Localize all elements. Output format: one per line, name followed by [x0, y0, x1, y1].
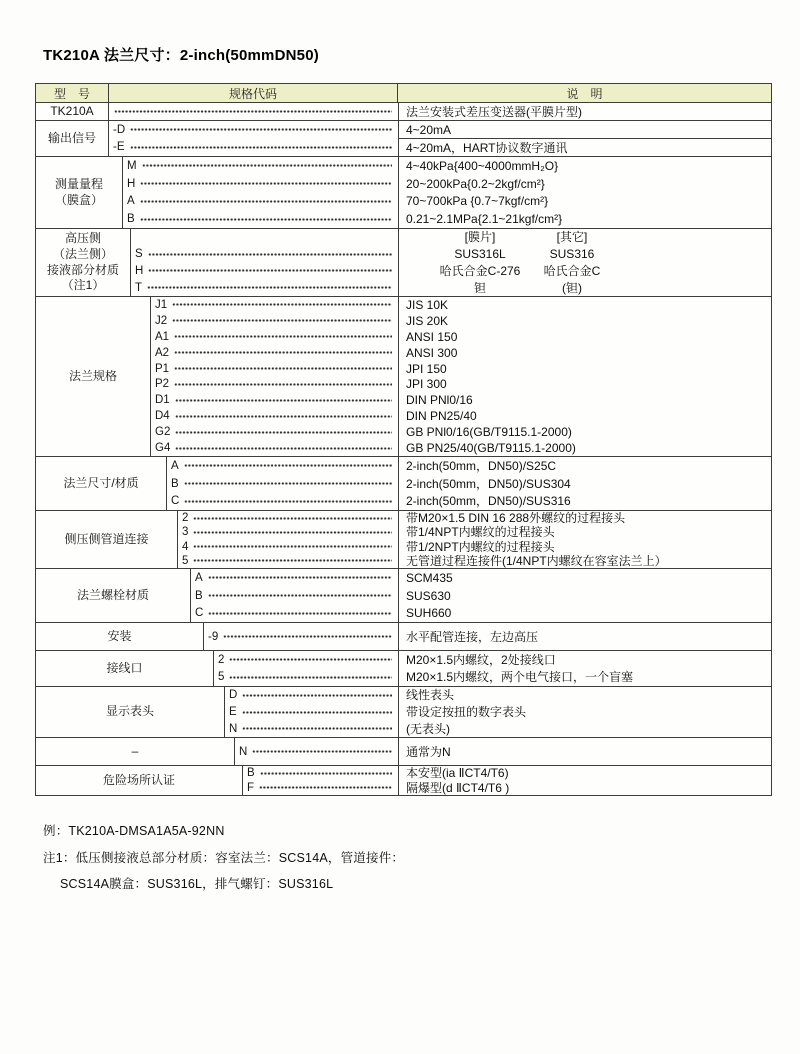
- code-row: [151, 345, 398, 361]
- section-measuring-range: [36, 156, 771, 228]
- section-label-line: 高压侧: [64, 231, 101, 246]
- code-row: [123, 157, 398, 175]
- section-label-line: 侧压侧管道连接: [64, 531, 149, 546]
- desc-row: 4~20mA，HART协议数字通讯: [399, 138, 771, 156]
- code-row: [109, 139, 398, 157]
- desc-row: 20~200kPa{0.2~2kgf/cm²}: [406, 176, 545, 191]
- code-cell: [235, 738, 398, 765]
- spec-code: A: [171, 459, 179, 472]
- desc-row: JPI 300: [406, 377, 447, 392]
- section-model: [36, 102, 771, 120]
- dot-leader: [130, 128, 392, 131]
- desc-cell: [398, 738, 771, 765]
- spec-code: P2: [155, 378, 170, 391]
- section-label-line: TK210A: [50, 103, 94, 118]
- spec-code: D: [229, 689, 238, 702]
- desc-row: 无管道过程连接件(1/4NPT内螺纹在容室法兰上）: [406, 553, 667, 568]
- code-cell: [214, 651, 398, 686]
- dot-leader: [140, 182, 392, 185]
- code-row: [167, 475, 398, 493]
- dot-leader: [174, 335, 392, 338]
- header-desc-column: 说 明: [566, 86, 603, 101]
- section-conduit-connection: [36, 650, 771, 686]
- section-label-line: 接线口: [106, 660, 143, 675]
- dot-leader: [172, 319, 392, 322]
- spec-code: -D: [113, 123, 126, 136]
- code-row: [131, 229, 398, 246]
- spec-code: 2: [182, 512, 189, 525]
- code-row: [191, 604, 398, 622]
- section-label-line: （法兰侧）: [52, 246, 113, 261]
- note1-line: 注1：低压侧接液总部分材质：容室法兰：SCS14A，管道接件：: [43, 851, 405, 865]
- desc-col-other: SUS316: [549, 247, 595, 262]
- desc-row: 带1/2NPT内螺纹的过程接头: [406, 539, 555, 554]
- dot-leader: [260, 772, 392, 775]
- desc-cell: [398, 157, 771, 228]
- dot-leader: [174, 351, 392, 354]
- code-row: [151, 329, 398, 345]
- desc-cell: [398, 229, 771, 296]
- spec-code: A: [127, 195, 135, 208]
- code-row: [151, 361, 398, 377]
- desc-row: 法兰安装式差压变送器(平膜片型): [406, 104, 582, 119]
- code-row: [151, 392, 398, 408]
- section-label: [36, 687, 225, 737]
- section-label: [36, 297, 151, 456]
- section-indicator: [36, 686, 771, 737]
- dot-leader: [175, 431, 392, 434]
- spec-code: -9: [208, 630, 219, 643]
- desc-row: 隔爆型(d ⅡCT4/T6 ): [406, 780, 510, 795]
- spec-code: C: [171, 495, 180, 508]
- desc-cell: [398, 623, 771, 650]
- desc-col-other: (钽): [562, 280, 582, 295]
- dot-leader: [193, 545, 392, 548]
- section-label: [36, 457, 167, 510]
- dot-leader: [140, 200, 392, 203]
- desc-row: [399, 279, 771, 296]
- dot-leader: [174, 367, 392, 370]
- section-label: [36, 229, 131, 296]
- section-label-line: –: [131, 743, 139, 758]
- desc-row: 水平配管连接，左边高压: [406, 629, 539, 644]
- code-row: [109, 103, 398, 120]
- desc-row: M20×1.5内螺纹，两个电气接口，一个盲塞: [406, 670, 634, 685]
- desc-cell: [398, 121, 771, 156]
- code-cell: [131, 229, 398, 296]
- dot-leader: [242, 711, 392, 714]
- desc-col-diaphragm: 哈氏合金C-276: [439, 263, 521, 278]
- desc-row: 带设定按扭的数字表头: [406, 705, 527, 719]
- note1-continued-line: SCS14A膜盒：SUS316L，排气螺钉：SUS316L: [60, 877, 334, 891]
- spec-code: N: [229, 722, 238, 735]
- code-row: [214, 651, 398, 669]
- code-row: [178, 525, 398, 539]
- code-row: [151, 440, 398, 456]
- code-row: [151, 297, 398, 313]
- spec-code: B: [195, 589, 203, 602]
- code-row: [178, 540, 398, 554]
- desc-cell: [398, 766, 771, 795]
- dot-leader: [140, 218, 392, 221]
- example-code-line: 例：TK210A-DMSA1A5A-92NN: [43, 824, 225, 838]
- header-model-column: 型 号: [36, 84, 109, 102]
- section-dash: [36, 737, 771, 765]
- desc-row: DIN PN25/40: [406, 409, 477, 424]
- desc-row: 0.21~2.1MPa{2.1~21kgf/cm²}: [406, 212, 563, 227]
- section-flange-size-material: [36, 456, 771, 510]
- dot-leader: [208, 576, 392, 579]
- section-label: [36, 103, 109, 120]
- code-row: [151, 424, 398, 440]
- dot-leader: [148, 253, 392, 256]
- spec-code: H: [127, 177, 136, 190]
- dot-leader: [184, 464, 392, 467]
- section-label-line: 显示表头: [105, 704, 154, 719]
- dot-leader: [229, 676, 392, 679]
- desc-row: GB PNl0/16(GB/T9115.1-2000): [406, 425, 572, 440]
- desc-col-diaphragm: 钽: [473, 280, 486, 295]
- code-row: [178, 511, 398, 525]
- desc-col-other: [其它]: [556, 230, 588, 245]
- section-label-line: 接液部分材质: [46, 262, 119, 277]
- desc-row: [399, 246, 771, 263]
- section-label-line: 危险场所认证: [102, 772, 175, 787]
- code-row: [204, 623, 398, 650]
- spec-code: C: [195, 607, 204, 620]
- spec-code: 5: [218, 671, 225, 684]
- section-lp-pipe-connection: [36, 510, 771, 568]
- desc-cell: [398, 297, 771, 456]
- section-hazardous-cert: [36, 765, 771, 795]
- dot-leader: [175, 399, 392, 402]
- spec-code: -E: [113, 141, 125, 154]
- desc-row: 70~700kPa {0.7~7kgf/cm²}: [406, 194, 549, 209]
- code-row: [151, 377, 398, 393]
- desc-row: ANSI 150: [406, 329, 458, 344]
- spec-code: G4: [155, 442, 171, 455]
- code-row: [151, 313, 398, 329]
- desc-row: 4~20mA: [406, 122, 452, 137]
- spec-code: M: [127, 159, 137, 172]
- code-cell: [109, 103, 398, 120]
- code-row: [191, 587, 398, 605]
- spec-code: 5: [182, 554, 189, 567]
- desc-cell: [398, 103, 771, 120]
- section-flange-bolt-material: [36, 568, 771, 622]
- spec-code: G2: [155, 426, 171, 439]
- dot-leader: [193, 517, 392, 520]
- spec-code: J2: [155, 314, 168, 327]
- section-label-line: 法兰尺寸/材质: [63, 475, 139, 490]
- dot-leader: [174, 383, 392, 386]
- section-label-line: （注1）: [61, 278, 105, 293]
- code-row: [225, 720, 398, 737]
- code-row: [131, 263, 398, 280]
- spec-code: H: [135, 264, 144, 277]
- desc-row: M20×1.5内螺纹，2处接线口: [406, 652, 556, 667]
- desc-cell: [398, 651, 771, 686]
- code-row: [123, 210, 398, 228]
- table-header: [36, 84, 771, 102]
- desc-cell: [398, 457, 771, 510]
- dot-leader: [208, 594, 392, 597]
- code-row: [167, 492, 398, 510]
- desc-row: 2-inch(50mm，DN50)/SUS304: [406, 476, 571, 491]
- code-cell: [109, 121, 398, 156]
- section-label-line: 安装: [107, 628, 132, 643]
- dot-leader: [130, 146, 393, 149]
- spec-code: A2: [155, 346, 170, 359]
- desc-col-other: 哈氏合金C: [543, 263, 601, 278]
- code-row: [123, 193, 398, 211]
- page-title: TK210A 法兰尺寸：2-inch(50mmDN50): [43, 47, 319, 64]
- desc-row: 线性表头: [406, 688, 455, 703]
- spec-code: 4: [182, 540, 189, 553]
- dot-leader: [242, 727, 392, 730]
- desc-row: 2-inch(50mm，DN50)/S25C: [406, 458, 557, 473]
- desc-row: SCM435: [406, 570, 453, 585]
- section-label: [36, 651, 214, 686]
- spec-code: S: [135, 248, 143, 261]
- desc-cell: [398, 511, 771, 568]
- spec-code: 3: [182, 526, 189, 539]
- section-label: [36, 623, 204, 650]
- section-label: [36, 157, 123, 228]
- code-cell: [243, 766, 398, 795]
- section-label: [36, 766, 243, 795]
- header-code-column: 规格代码: [109, 84, 398, 102]
- spec-code: J1: [155, 298, 168, 311]
- code-row: [243, 781, 398, 796]
- code-row: [225, 704, 398, 721]
- dot-leader: [223, 635, 392, 638]
- spec-code: P1: [155, 362, 170, 375]
- section-label-line: 法兰螺栓材质: [76, 587, 149, 602]
- section-flange-spec: [36, 296, 771, 456]
- desc-row: DIN PNl0/16: [406, 393, 473, 408]
- code-row: [131, 279, 398, 296]
- desc-cell: [398, 569, 771, 622]
- section-output-signal: [36, 120, 771, 156]
- spec-code: A1: [155, 330, 170, 343]
- desc-col-diaphragm: [膜片]: [464, 230, 496, 245]
- spec-code: E: [229, 706, 237, 718]
- desc-row: SUH660: [406, 606, 452, 621]
- code-row: [214, 669, 398, 687]
- section-hp-wetted-material: [36, 228, 771, 296]
- desc-row: ANSI 300: [406, 345, 458, 360]
- dot-leader: [252, 750, 392, 753]
- desc-col-diaphragm: SUS316L: [454, 247, 506, 262]
- dot-leader: [193, 531, 392, 534]
- dot-leader: [142, 164, 392, 167]
- section-label-line: 输出信号: [47, 130, 96, 145]
- spec-code: T: [135, 281, 143, 294]
- desc-row: JIS 20K: [406, 313, 449, 328]
- code-row: [131, 246, 398, 263]
- desc-row: JPI 150: [406, 361, 447, 376]
- dot-leader: [148, 269, 392, 272]
- section-label: [36, 569, 191, 622]
- dot-leader: [229, 658, 392, 661]
- dot-leader: [259, 786, 392, 789]
- spec-code: D1: [155, 394, 170, 407]
- code-row: [243, 766, 398, 781]
- desc-row: 带M20×1.5 DIN 16 288外螺纹的过程接头: [406, 511, 626, 526]
- desc-row: 2-inch(50mm，DN50)/SUS316: [406, 494, 571, 509]
- code-row: [178, 554, 398, 568]
- code-cell: [178, 511, 398, 568]
- spec-code: A: [195, 571, 203, 584]
- spec-table: [35, 83, 772, 796]
- section-label-line: 测量量程: [54, 176, 103, 191]
- desc-row: SUS630: [406, 588, 451, 603]
- dot-leader: [175, 447, 392, 450]
- spec-code: 2: [218, 653, 225, 666]
- desc-row: 本安型(ia ⅡCT4/T6): [406, 766, 509, 781]
- dot-leader: [184, 482, 392, 485]
- dot-leader: [184, 500, 392, 503]
- section-label: [36, 511, 178, 568]
- code-row: [109, 121, 398, 139]
- dot-leader: [208, 612, 392, 615]
- code-cell: [151, 297, 398, 456]
- dot-leader: [175, 415, 392, 418]
- dot-leader: [242, 694, 392, 697]
- desc-row: (无表头): [406, 721, 450, 736]
- desc-row: 4~40kPa{400~4000mmH₂O}: [406, 158, 559, 173]
- section-label: [36, 738, 235, 765]
- desc-cell: [398, 687, 771, 737]
- spec-code: F: [247, 781, 255, 794]
- desc-row: [399, 229, 771, 246]
- spec-code: B: [247, 767, 255, 780]
- desc-row: GB PN25/40(GB/T9115.1-2000): [406, 441, 576, 456]
- code-row: [167, 457, 398, 475]
- code-cell: [191, 569, 398, 622]
- desc-row: JIS 10K: [406, 297, 449, 312]
- spec-code: B: [171, 477, 179, 490]
- code-row: [235, 738, 398, 765]
- code-row: [225, 687, 398, 704]
- code-row: [191, 569, 398, 587]
- section-mounting: [36, 622, 771, 650]
- desc-row: 带1/4NPT内螺纹的过程接头: [406, 525, 555, 540]
- code-cell: [204, 623, 398, 650]
- spec-code: D4: [155, 410, 170, 423]
- dot-leader: [114, 110, 392, 113]
- spec-code: N: [239, 745, 248, 758]
- dot-leader: [172, 303, 392, 306]
- dot-leader: [147, 286, 392, 289]
- code-row: [151, 408, 398, 424]
- section-label-line: （膜盒）: [54, 192, 103, 207]
- dot-leader: [193, 559, 392, 562]
- desc-row: 通常为N: [406, 744, 451, 759]
- section-label-line: 法兰规格: [68, 368, 117, 383]
- code-cell: [225, 687, 398, 737]
- code-row: [123, 175, 398, 193]
- spec-code: B: [127, 213, 135, 226]
- desc-row: [399, 263, 771, 280]
- section-label: [36, 121, 109, 156]
- code-cell: [167, 457, 398, 510]
- code-cell: [123, 157, 398, 228]
